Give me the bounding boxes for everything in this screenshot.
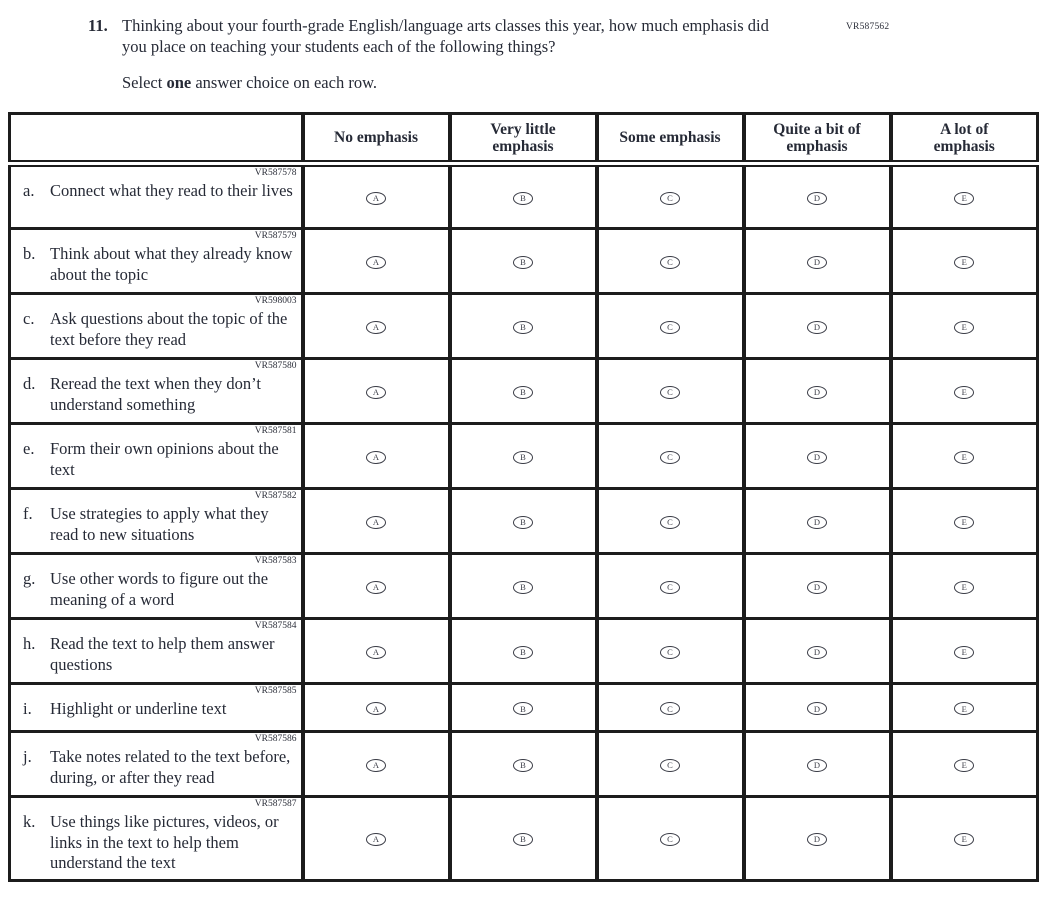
- question-block: [88, 15, 1044, 57]
- row-label: [23, 374, 299, 415]
- bubble-letter: E: [961, 193, 967, 203]
- bubble-letter: C: [667, 387, 673, 397]
- row-label-text: Read the text to help them answer questions: [50, 634, 275, 674]
- answer-bubble[interactable]: [366, 321, 386, 334]
- answer-bubble[interactable]: [954, 192, 974, 205]
- answer-cell: [744, 554, 891, 619]
- row-code: VR587581: [254, 426, 297, 436]
- column-header-5: [891, 114, 1038, 164]
- bubble-letter: A: [372, 322, 380, 332]
- answer-bubble[interactable]: [366, 581, 386, 594]
- bubble-letter: E: [961, 387, 967, 397]
- row-label-text: Highlight or underline text: [50, 699, 227, 718]
- answer-bubble[interactable]: [513, 516, 533, 529]
- row-label: [23, 244, 299, 285]
- row-code: VR587582: [254, 491, 297, 501]
- bubble-letter: B: [520, 582, 526, 592]
- bubble-letter: D: [813, 834, 821, 845]
- question-instruction: [122, 72, 1044, 93]
- bubble-letter: D: [813, 517, 821, 527]
- table-row: [10, 359, 1038, 424]
- bubble-letter: E: [961, 760, 967, 770]
- answer-cell: [450, 359, 597, 424]
- answer-cell: [303, 684, 450, 732]
- answer-bubble[interactable]: [954, 833, 974, 846]
- row-letter: j.: [23, 747, 32, 766]
- answer-bubble[interactable]: [660, 321, 680, 334]
- row-label-cell: [10, 797, 303, 881]
- answer-bubble[interactable]: [807, 646, 827, 659]
- answer-cell: [597, 164, 744, 229]
- bubble-letter: A: [372, 647, 380, 657]
- answer-cell: [450, 554, 597, 619]
- answer-bubble[interactable]: [366, 192, 386, 205]
- answer-cell: [744, 797, 891, 881]
- row-letter: e.: [23, 439, 35, 458]
- answer-cell: [597, 489, 744, 554]
- answer-cell: [450, 684, 597, 732]
- answer-bubble[interactable]: [366, 646, 386, 659]
- column-header-4: [744, 114, 891, 164]
- row-label-text: Connect what they read to their lives: [50, 181, 293, 200]
- bubble-letter: C: [667, 760, 673, 770]
- row-label-text: Use things like pictures, videos, or links in the text to help them understand the text: [50, 812, 279, 872]
- answer-bubble[interactable]: [513, 759, 533, 772]
- answer-bubble[interactable]: [660, 646, 680, 659]
- answer-cell: [450, 294, 597, 359]
- row-label-text: Form their own opinions about the text: [50, 439, 279, 479]
- row-label: [23, 812, 299, 874]
- answer-bubble[interactable]: [660, 192, 680, 205]
- answer-bubble[interactable]: [660, 256, 680, 269]
- column-header-2: [450, 114, 597, 164]
- row-letter: h.: [23, 634, 36, 653]
- answer-bubble[interactable]: [660, 833, 680, 846]
- row-label-text: Use strategies to apply what they read to new situations: [50, 504, 269, 544]
- table-row: [10, 554, 1038, 619]
- answer-cell: [597, 424, 744, 489]
- answer-bubble[interactable]: [366, 833, 386, 846]
- answer-bubble[interactable]: [807, 256, 827, 269]
- answer-cell: [450, 164, 597, 229]
- answer-cell: [303, 424, 450, 489]
- answer-bubble[interactable]: [513, 646, 533, 659]
- answer-cell: [597, 797, 744, 881]
- answer-cell: [597, 229, 744, 294]
- row-letter: f.: [23, 504, 33, 523]
- row-letter: b.: [23, 244, 36, 263]
- answer-cell: [891, 424, 1038, 489]
- answer-bubble[interactable]: [366, 256, 386, 269]
- answer-bubble[interactable]: [807, 321, 827, 334]
- answer-bubble[interactable]: [366, 702, 386, 715]
- bubble-letter: B: [520, 193, 526, 203]
- table-row: [10, 732, 1038, 797]
- bubble-letter: D: [813, 387, 821, 397]
- bubble-letter: E: [961, 834, 967, 845]
- row-label: [23, 569, 299, 610]
- bubble-letter: C: [667, 193, 673, 203]
- bubble-letter: E: [961, 582, 967, 592]
- answer-bubble[interactable]: [954, 702, 974, 715]
- bubble-letter: B: [520, 647, 526, 657]
- row-code: VR587585: [254, 686, 297, 696]
- bubble-letter: D: [813, 703, 821, 714]
- bubble-letter: B: [520, 760, 526, 770]
- column-header-3: [597, 114, 744, 164]
- row-label-column-header: [10, 114, 303, 164]
- column-header-label: Very little emphasis: [490, 120, 556, 155]
- row-code: VR587578: [254, 168, 297, 178]
- answer-cell: [303, 359, 450, 424]
- answer-bubble[interactable]: [366, 386, 386, 399]
- row-code: VR587584: [254, 621, 297, 631]
- answer-cell: [303, 797, 450, 881]
- row-label-text: Take notes related to the text before, during, or after they read: [50, 747, 291, 787]
- row-label-cell: [10, 684, 303, 732]
- answer-cell: [891, 732, 1038, 797]
- bubble-letter: A: [372, 517, 380, 527]
- answer-cell: [450, 489, 597, 554]
- table-row: [10, 684, 1038, 732]
- bubble-letter: A: [372, 193, 380, 203]
- answer-bubble[interactable]: [513, 581, 533, 594]
- answer-bubble[interactable]: [513, 192, 533, 205]
- answer-bubble[interactable]: [954, 516, 974, 529]
- bubble-letter: D: [813, 322, 821, 332]
- answer-cell: [303, 489, 450, 554]
- answer-bubble[interactable]: [954, 256, 974, 269]
- bubble-letter: A: [372, 582, 380, 592]
- question-text: Thinking about your fourth-grade English/language arts classes this year, how much emphasis did you place on teaching your students each of the following things?: [122, 16, 769, 56]
- bubble-letter: E: [961, 517, 967, 527]
- bubble-letter: B: [520, 834, 526, 845]
- answer-cell: [597, 359, 744, 424]
- row-letter: k.: [23, 812, 36, 831]
- answer-cell: [891, 294, 1038, 359]
- answer-bubble[interactable]: [660, 702, 680, 715]
- bubble-letter: D: [813, 760, 821, 770]
- answer-cell: [597, 619, 744, 684]
- answer-bubble[interactable]: [513, 451, 533, 464]
- row-label: [23, 309, 299, 350]
- bubble-letter: A: [372, 834, 380, 845]
- row-label: [23, 504, 299, 545]
- answer-bubble[interactable]: [660, 386, 680, 399]
- row-label: [23, 699, 299, 720]
- bubble-letter: C: [667, 647, 673, 657]
- row-letter: c.: [23, 309, 35, 328]
- answer-bubble[interactable]: [954, 646, 974, 659]
- table-row: [10, 294, 1038, 359]
- answer-bubble[interactable]: [660, 516, 680, 529]
- row-code: VR598003: [254, 296, 297, 306]
- answer-cell: [891, 164, 1038, 229]
- row-label: [23, 747, 299, 788]
- bubble-letter: C: [667, 582, 673, 592]
- bubble-letter: B: [520, 517, 526, 527]
- instruction-prefix: Select: [122, 73, 167, 92]
- table-row: [10, 489, 1038, 554]
- answer-cell: [450, 424, 597, 489]
- answer-bubble[interactable]: [366, 451, 386, 464]
- answer-cell: [303, 294, 450, 359]
- column-header-label: Some emphasis: [619, 129, 721, 146]
- row-code: VR587579: [254, 231, 297, 241]
- emphasis-matrix-table: [8, 112, 1039, 882]
- table-header-row: [10, 114, 1038, 164]
- bubble-letter: E: [961, 647, 967, 657]
- answer-cell: [303, 732, 450, 797]
- bubble-letter: E: [961, 452, 967, 462]
- bubble-letter: D: [813, 647, 821, 657]
- answer-bubble[interactable]: [660, 581, 680, 594]
- row-letter: a.: [23, 181, 35, 200]
- answer-bubble[interactable]: [807, 516, 827, 529]
- answer-cell: [744, 732, 891, 797]
- bubble-letter: B: [520, 452, 526, 462]
- table-row: [10, 424, 1038, 489]
- row-letter: g.: [23, 569, 36, 588]
- answer-bubble[interactable]: [807, 759, 827, 772]
- row-label-text: Reread the text when they don’t understand something: [50, 374, 261, 414]
- row-letter: i.: [23, 699, 32, 718]
- question-number: 11.: [88, 16, 108, 35]
- answer-cell: [303, 554, 450, 619]
- bubble-letter: D: [813, 257, 821, 267]
- bubble-letter: C: [667, 703, 673, 714]
- answer-cell: [744, 294, 891, 359]
- answer-cell: [891, 359, 1038, 424]
- answer-bubble[interactable]: [954, 321, 974, 334]
- bubble-letter: A: [372, 703, 380, 714]
- bubble-letter: D: [813, 582, 821, 592]
- answer-cell: [891, 797, 1038, 881]
- row-letter: d.: [23, 374, 36, 393]
- row-label: [23, 181, 299, 202]
- bubble-letter: C: [667, 452, 673, 462]
- column-header-label: A lot of emphasis: [933, 120, 995, 155]
- bubble-letter: B: [520, 257, 526, 267]
- answer-bubble[interactable]: [807, 581, 827, 594]
- row-label-cell: [10, 359, 303, 424]
- answer-bubble[interactable]: [513, 833, 533, 846]
- answer-cell: [744, 164, 891, 229]
- answer-cell: [744, 359, 891, 424]
- answer-cell: [597, 684, 744, 732]
- instruction-suffix: answer choice on each row.: [191, 73, 378, 92]
- bubble-letter: B: [520, 387, 526, 397]
- answer-bubble[interactable]: [660, 759, 680, 772]
- bubble-letter: B: [520, 703, 526, 714]
- row-code: VR587583: [254, 556, 297, 566]
- answer-bubble[interactable]: [807, 702, 827, 715]
- bubble-letter: A: [372, 387, 380, 397]
- answer-cell: [891, 684, 1038, 732]
- answer-bubble[interactable]: [660, 451, 680, 464]
- bubble-letter: C: [667, 834, 673, 845]
- answer-cell: [744, 684, 891, 732]
- table-row: [10, 229, 1038, 294]
- bubble-letter: E: [961, 703, 967, 714]
- answer-bubble[interactable]: [954, 759, 974, 772]
- answer-bubble[interactable]: [807, 386, 827, 399]
- table-row: [10, 619, 1038, 684]
- instruction-bold-word: one: [166, 73, 192, 92]
- answer-bubble[interactable]: [513, 702, 533, 715]
- row-label-cell: [10, 294, 303, 359]
- answer-bubble[interactable]: [954, 581, 974, 594]
- answer-cell: [303, 164, 450, 229]
- bubble-letter: C: [667, 257, 673, 267]
- column-header-label: No emphasis: [334, 129, 418, 146]
- row-label-text: Ask questions about the topic of the text before they read: [50, 309, 288, 349]
- bubble-letter: D: [813, 452, 821, 462]
- answer-bubble[interactable]: [954, 451, 974, 464]
- row-label-text: Think about what they already know about the topic: [50, 244, 293, 284]
- row-label-cell: [10, 229, 303, 294]
- bubble-letter: A: [372, 760, 380, 770]
- answer-bubble[interactable]: [513, 386, 533, 399]
- answer-cell: [597, 294, 744, 359]
- row-label-cell: [10, 619, 303, 684]
- row-code: VR587586: [254, 734, 297, 744]
- bubble-letter: D: [813, 193, 821, 203]
- answer-cell: [450, 797, 597, 881]
- table-row: [10, 797, 1038, 881]
- row-label-cell: [10, 164, 303, 229]
- table-row: [10, 164, 1038, 229]
- answer-cell: [744, 229, 891, 294]
- answer-cell: [450, 732, 597, 797]
- row-label-cell: [10, 554, 303, 619]
- answer-bubble[interactable]: [807, 451, 827, 464]
- answer-bubble[interactable]: [366, 759, 386, 772]
- row-label-cell: [10, 489, 303, 554]
- row-label: [23, 439, 299, 480]
- row-code: VR587587: [254, 799, 297, 809]
- form-code: VR587562: [846, 22, 890, 32]
- answer-cell: [303, 619, 450, 684]
- answer-cell: [891, 229, 1038, 294]
- answer-bubble[interactable]: [807, 192, 827, 205]
- row-code: VR587580: [254, 361, 297, 371]
- answer-cell: [891, 619, 1038, 684]
- bubble-letter: C: [667, 322, 673, 332]
- answer-cell: [744, 619, 891, 684]
- answer-cell: [450, 229, 597, 294]
- column-header-label: Quite a bit of emphasis: [773, 120, 861, 155]
- row-label-cell: [10, 424, 303, 489]
- bubble-letter: E: [961, 257, 967, 267]
- answer-cell: [744, 424, 891, 489]
- bubble-letter: A: [372, 452, 380, 462]
- answer-cell: [891, 554, 1038, 619]
- answer-bubble[interactable]: [954, 386, 974, 399]
- answer-bubble[interactable]: [513, 321, 533, 334]
- answer-cell: [450, 619, 597, 684]
- answer-bubble[interactable]: [807, 833, 827, 846]
- bubble-letter: E: [961, 322, 967, 332]
- row-label-cell: [10, 732, 303, 797]
- answer-cell: [597, 554, 744, 619]
- column-header-1: [303, 114, 450, 164]
- bubble-letter: A: [372, 257, 380, 267]
- answer-bubble[interactable]: [513, 256, 533, 269]
- answer-cell: [891, 489, 1038, 554]
- row-label: [23, 634, 299, 675]
- bubble-letter: B: [520, 322, 526, 332]
- answer-cell: [303, 229, 450, 294]
- answer-cell: [597, 732, 744, 797]
- row-label-text: Use other words to figure out the meaning of a word: [50, 569, 269, 609]
- answer-bubble[interactable]: [366, 516, 386, 529]
- answer-cell: [744, 489, 891, 554]
- bubble-letter: C: [667, 517, 673, 527]
